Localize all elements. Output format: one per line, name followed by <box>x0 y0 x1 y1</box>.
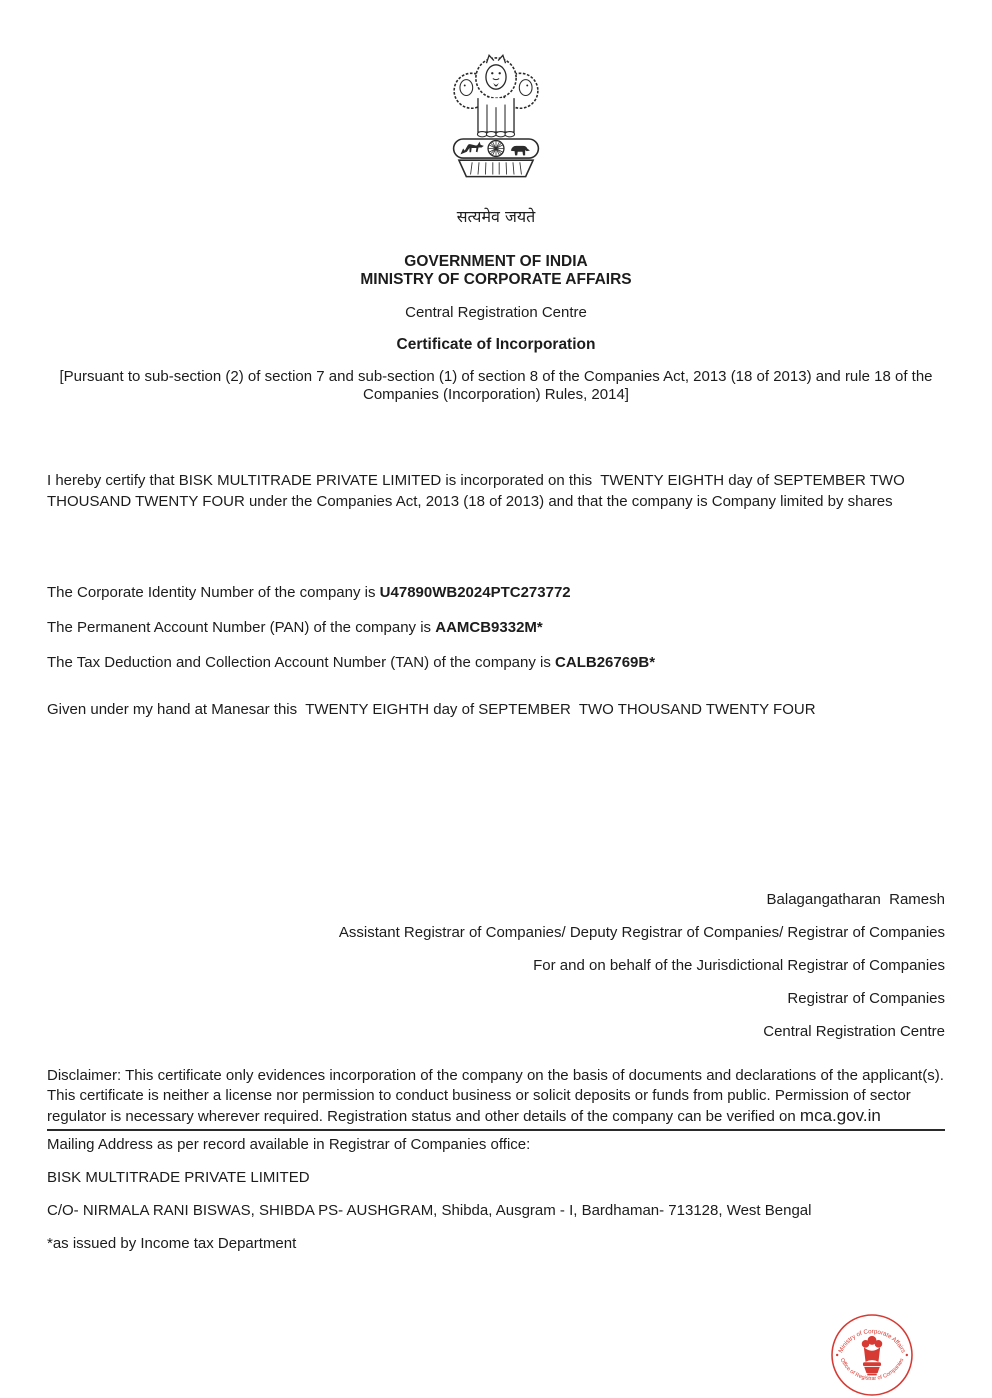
central-registration-centre: Central Registration Centre <box>405 304 587 321</box>
cin-value: U47890WB2024PTC273772 <box>379 584 571 601</box>
mailing-address-heading: Mailing Address as per record available in Registrar of Companies office: <box>47 1136 531 1153</box>
certificate-title: Certificate of Incorporation <box>396 336 596 353</box>
government-of-india: GOVERNMENT OF INDIA <box>404 253 588 270</box>
identity-numbers <box>47 585 945 671</box>
disclaimer-text: Disclaimer: This certificate only evidences incorporation of the company on the basis of documents and declarations of the applicant(s). This certificate is neither a license nor permission to conduct business or solicit deposits or funds from public. Permission of sector regulator is necessary wherever required. Registration status and other details of the company can be verified on <box>47 1067 944 1125</box>
mailing-address-line: C/O- NIRMALA RANI BISWAS, SHIBDA PS- AUSHGRAM, Shibda, Ausgram - I, Bardhaman- 713128, West Bengal <box>47 1202 812 1219</box>
mailing-address-block <box>47 1137 945 1252</box>
signatory-registrar: Registrar of Companies <box>787 990 945 1007</box>
certification-paragraph: I hereby certify that BISK MULTITRADE PRIVATE LIMITED is incorporated on this TWENTY EIGHTH day of SEPTEMBER TWO THOUSAND TWENTY FOUR under the Companies Act, 2013 (18 of 2013) and that the company is Company limited by shares <box>47 472 909 510</box>
emblem-block <box>47 0 945 227</box>
disclaimer <box>47 1066 945 1127</box>
ministry-seal-icon <box>828 1312 916 1398</box>
seal-bottom-text: Office of Registrar of Companies <box>838 1357 906 1383</box>
tan-line <box>47 655 945 671</box>
pan-value: AAMCB9332M* <box>435 619 543 636</box>
ministry-of-corporate-affairs: MINISTRY OF CORPORATE AFFAIRS <box>360 270 632 288</box>
ashoka-lion-capital-icon <box>443 42 549 201</box>
signatory-centre: Central Registration Centre <box>763 1023 945 1040</box>
seal-pillar-emblem <box>862 1336 882 1375</box>
cin-label: The Corporate Identity Number of the company is <box>47 584 380 601</box>
signature-block <box>47 883 945 1048</box>
seal-left-dot <box>836 1354 838 1356</box>
pan-line <box>47 620 945 636</box>
tan-value: CALB26769B* <box>555 654 656 671</box>
mailing-company-name: BISK MULTITRADE PRIVATE LIMITED <box>47 1169 310 1186</box>
signatory-name: Balagangatharan Ramesh <box>766 891 945 908</box>
mca-gov-in-link: mca.gov.in <box>799 1106 881 1125</box>
signatory-designation: Assistant Registrar of Companies/ Deputy Registrar of Companies/ Registrar of Companies <box>338 924 945 941</box>
cin-line <box>47 585 945 601</box>
pan-label: The Permanent Account Number (PAN) of the company is <box>47 619 436 636</box>
given-under-hand-line: Given under my hand at Manesar this TWENTY EIGHTH day of SEPTEMBER TWO THOUSAND TWENTY FOUR <box>47 701 816 718</box>
tan-label: The Tax Deduction and Collection Account Number (TAN) of the company is <box>47 654 556 671</box>
seal-right-dot <box>906 1354 908 1356</box>
ministry-seal <box>828 1312 916 1398</box>
signatory-on-behalf: For and on behalf of the Jurisdictional Registrar of Companies <box>533 957 945 974</box>
pursuant-clause: [Pursuant to sub-section (2) of section 7 and sub-section (1) of section 8 of the Companies Act, 2013 (18 of 2013) and rule 18 of the Companies (Incorporation) Rules, 2014] <box>59 368 933 403</box>
pan-tan-footnote: *as issued by Income tax Department <box>47 1235 297 1252</box>
divider-line <box>47 1129 945 1131</box>
emblem-motto: सत्यमेव जयते <box>456 207 536 226</box>
seal-top-text: Ministry of Corporate Affairs <box>837 1328 907 1355</box>
government-header <box>47 253 945 288</box>
